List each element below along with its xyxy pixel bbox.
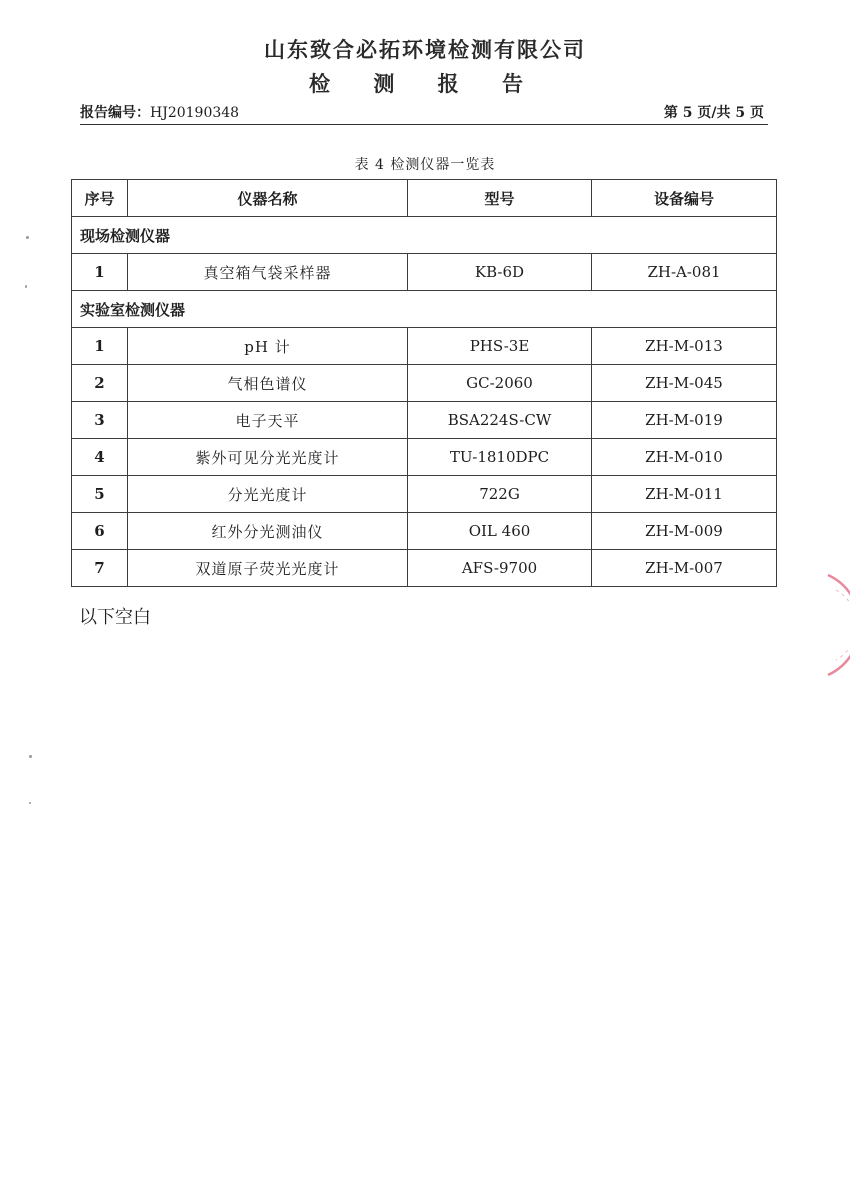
cell-name: 真空箱气袋采样器	[128, 254, 408, 291]
cell-name: 红外分光测油仪	[128, 513, 408, 550]
cell-model: BSA224S-CW	[408, 402, 592, 439]
table-header-row	[72, 180, 777, 217]
cell-device-id: ZH-M-011	[592, 476, 777, 513]
table-row	[72, 513, 777, 550]
instrument-table	[71, 179, 777, 587]
cell-no: 3	[72, 402, 128, 439]
cell-no: 7	[72, 550, 128, 587]
column-header-model: 型号	[408, 180, 592, 217]
column-header-no: 序号	[72, 180, 128, 217]
report-number-label: 报告编号：	[80, 105, 150, 121]
section-title: 实验室检测仪器	[72, 291, 777, 328]
cell-device-id: ZH-M-013	[592, 328, 777, 365]
table-row	[72, 254, 777, 291]
table-row	[72, 402, 777, 439]
cell-device-id: ZH-A-081	[592, 254, 777, 291]
cell-name: 双道原子荧光光度计	[128, 550, 408, 587]
cell-name: 分光光度计	[128, 476, 408, 513]
scan-speck	[29, 802, 31, 804]
section-row-onsite	[72, 217, 777, 254]
cell-name: 紫外可见分光光度计	[128, 439, 408, 476]
company-name: 山东致合必拓环境检测有限公司	[264, 38, 586, 62]
table-row	[72, 476, 777, 513]
cell-model: TU-1810DPC	[408, 439, 592, 476]
cell-no: 5	[72, 476, 128, 513]
cell-no: 2	[72, 365, 128, 402]
cell-no: 1	[72, 328, 128, 365]
blank-below-note: 以下空白	[79, 607, 151, 628]
report-number-value: HJ20190348	[150, 105, 240, 121]
report-number	[80, 102, 239, 122]
cell-device-id: ZH-M-009	[592, 513, 777, 550]
table-caption: 表 4 检测仪器一览表	[354, 157, 496, 173]
cell-device-id: ZH-M-045	[592, 365, 777, 402]
cell-device-id: ZH-M-019	[592, 402, 777, 439]
cell-model: AFS-9700	[408, 550, 592, 587]
cell-model: PHS-3E	[408, 328, 592, 365]
column-header-name: 仪器名称	[128, 180, 408, 217]
cell-model: 722G	[408, 476, 592, 513]
table-row	[72, 550, 777, 587]
cell-no: 1	[72, 254, 128, 291]
cell-name: pH 计	[128, 328, 408, 365]
cell-no: 4	[72, 439, 128, 476]
table-row	[72, 439, 777, 476]
cell-no: 6	[72, 513, 128, 550]
column-header-device-id: 设备编号	[592, 180, 777, 217]
table-row	[72, 365, 777, 402]
cell-model: KB-6D	[408, 254, 592, 291]
report-title: 检 测 报 告	[309, 72, 541, 96]
seal-stamp-icon	[818, 570, 850, 680]
cell-model: GC-2060	[408, 365, 592, 402]
report-header	[80, 100, 768, 125]
scan-speck	[29, 755, 32, 758]
page-indicator: 第 5 页/共 5 页	[663, 105, 764, 121]
cell-model: OIL 460	[408, 513, 592, 550]
scan-speck	[25, 285, 27, 288]
section-row-lab	[72, 291, 777, 328]
section-title: 现场检测仪器	[72, 217, 777, 254]
cell-device-id: ZH-M-007	[592, 550, 777, 587]
cell-device-id: ZH-M-010	[592, 439, 777, 476]
cell-name: 气相色谱仪	[128, 365, 408, 402]
cell-name: 电子天平	[128, 402, 408, 439]
table-row	[72, 328, 777, 365]
scan-speck	[26, 236, 29, 239]
